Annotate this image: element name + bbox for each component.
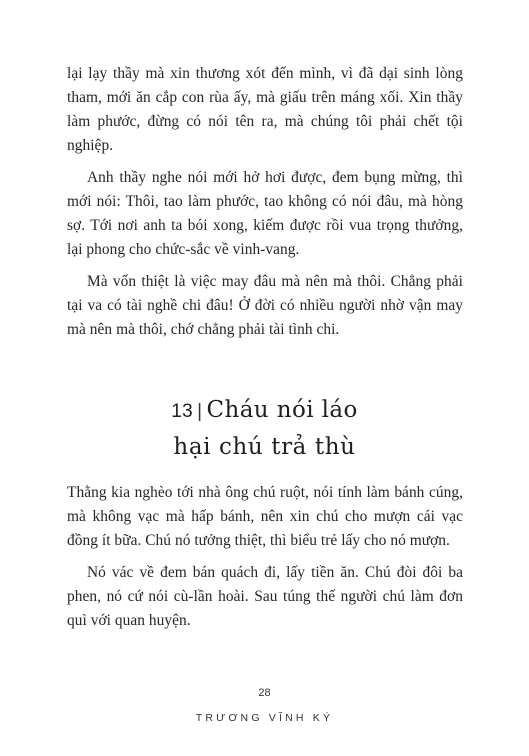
paragraph-continuation: lại lạy thầy mà xin thương xót đến mình, vì đã dại sinh lòng tham, mới ăn cắp con rùa ấy, mà giấu trên máng xối. Xin thầy làm phước, đừng có nói tên ra, mà chúng tôi phải chết tội nghiệp. <box>67 65 463 154</box>
paragraph: Mà vốn thiệt là việc may đâu mà nên mà thôi. Chẳng phải tại va có tài nghề chi đâu! Ở đời có nhiều người nhờ vận may mà nên mà thôi, chớ chẳng phải tài tình chi. <box>67 273 463 338</box>
chapter-title-line-1 <box>0 393 529 429</box>
chapter-heading <box>0 393 529 465</box>
paragraph: Nó vác về đem bán quách đi, lấy tiền ăn. Chú đòi đôi ba phen, nó cứ nói cù-lần hoài. Sau túng thế người chú làm đơn quì với quan huyện. <box>67 564 463 629</box>
chapter-title-line-2: hại chú trả thù <box>173 434 356 460</box>
paragraph: Anh thầy nghe nói mới hở hơi được, đem bụng mừng, thì mới nói: Thôi, tao làm phước, tao không có nói đâu, mà hòng sợ. Tới nơi anh ta bói xong, kiếm được rồi vua trọng thưởng, lại phong cho chức-sắc về vinh-vang. <box>67 169 463 258</box>
chapter-separator: | <box>197 401 203 422</box>
chapter-number: 13 <box>171 401 194 422</box>
paragraph-first: Thằng kia nghèo tới nhà ông chú ruột, nói tính làm bánh cúng, mà không vạc mà hấp bánh, nên xin chú cho mượn cái vạc đồng ít bữa. Chú nó tưởng thiệt, thì biểu trẻ lấy cho nó mượn. <box>67 484 463 549</box>
text-block-top <box>67 62 463 342</box>
page-number: 28 <box>258 687 271 699</box>
chapter-title-part-1: Cháu nói láo <box>206 397 358 423</box>
running-footer-author: TRƯƠNG VĨNH KÝ <box>195 712 334 724</box>
text-block-bottom <box>67 481 463 633</box>
